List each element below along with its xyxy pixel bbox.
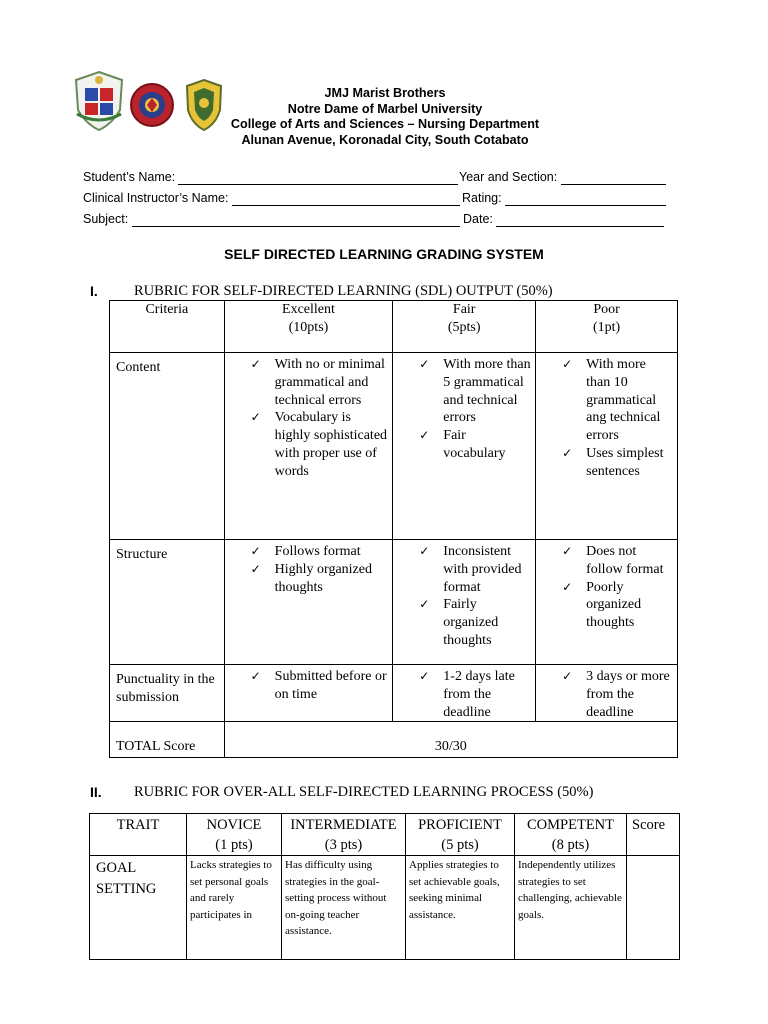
poor-cell — [536, 540, 678, 665]
list-item: ✓ Follows format — [251, 543, 389, 561]
header-trait: TRAIT — [90, 814, 187, 856]
list-item: ✓ Inconsistent with provided format — [419, 543, 531, 596]
total-label: TOTAL Score — [110, 722, 225, 758]
header-competent: COMPETENT (8 pts) — [515, 814, 627, 856]
table-row — [110, 665, 678, 722]
score-cell[interactable] — [627, 856, 680, 960]
excellent-cell — [224, 540, 393, 665]
section-1-number: I. — [90, 283, 98, 299]
year-section-field[interactable] — [561, 183, 666, 185]
table-row — [110, 353, 678, 540]
fair-cell — [393, 665, 536, 722]
trait-cell: GOAL SETTING — [90, 856, 187, 960]
list-item: ✓ Highly organized thoughts — [251, 561, 389, 597]
list-item: ✓ Poorly organized thoughts — [562, 579, 673, 632]
instructor-field[interactable] — [232, 204, 460, 206]
list-item: ✓ Submitted before or on time — [251, 668, 389, 704]
university-seal-icon — [72, 70, 126, 132]
year-section-label: Year and Section: — [459, 170, 558, 184]
date-field[interactable] — [496, 225, 664, 227]
table-header-row — [110, 301, 678, 353]
header-line-1: JMJ Marist Brothers — [324, 86, 446, 100]
table-header-row — [90, 814, 680, 856]
total-score-value: 30/30 — [224, 722, 677, 758]
nursing-department-seal-icon — [184, 78, 224, 132]
total-row — [110, 722, 678, 758]
section-1-title: RUBRIC FOR SELF-DIRECTED LEARNING (SDL) OUTPUT (50%) — [134, 283, 553, 299]
table-row — [90, 856, 680, 960]
criteria-cell: Content — [110, 353, 225, 540]
list-item: ✓ Uses simplest sentences — [562, 445, 673, 481]
excellent-cell — [224, 353, 393, 540]
header-line-2: Notre Dame of Marbel University — [287, 101, 483, 116]
header-novice: NOVICE (1 pts) — [187, 814, 282, 856]
institution-header — [230, 86, 540, 148]
page-title: SELF DIRECTED LEARNING GRADING SYSTEM — [224, 246, 544, 262]
section-2-number: II. — [90, 784, 102, 800]
header-intermediate: INTERMEDIATE (3 pts) — [282, 814, 406, 856]
poor-cell — [536, 665, 678, 722]
list-item: ✓ With more than 5 grammatical and technical errors — [419, 356, 531, 427]
header-score: Score — [627, 814, 680, 856]
list-item: ✓ 1-2 days late from the deadline — [419, 668, 531, 721]
header-poor: Poor (1pt) — [536, 301, 678, 353]
college-of-arts-sciences-seal-icon — [130, 80, 174, 130]
rating-field[interactable] — [505, 204, 666, 206]
sdl-process-rubric-table — [89, 813, 680, 960]
excellent-cell — [224, 665, 393, 722]
rating-label: Rating: — [462, 191, 502, 205]
fair-cell — [393, 540, 536, 665]
list-item: ✓ Fairly organized thoughts — [419, 596, 531, 649]
list-item: ✓ Does not follow format — [562, 543, 673, 579]
subject-label: Subject: — [83, 212, 129, 226]
header-criteria: Criteria — [110, 301, 225, 353]
header-logos — [72, 70, 232, 134]
student-name-label: Student’s Name: — [83, 170, 176, 184]
table-row — [110, 540, 678, 665]
competent-cell: Independently utilizes strategies to set challenging, achievable goals. — [515, 856, 627, 960]
list-item: ✓ Vocabulary is highly sophisticated with proper use of words — [251, 409, 389, 480]
list-item: ✓ With no or minimal grammatical and technical errors — [251, 356, 389, 409]
header-proficient: PROFICIENT (5 pts) — [406, 814, 515, 856]
criteria-cell: Structure — [110, 540, 225, 665]
fair-cell — [393, 353, 536, 540]
section-2-title: RUBRIC FOR OVER-ALL SELF-DIRECTED LEARNING PROCESS (50%) — [134, 784, 594, 800]
poor-cell — [536, 353, 678, 540]
header-line-3: College of Arts and Sciences – Nursing Department — [230, 117, 540, 131]
list-item: ✓ Fair vocabulary — [419, 427, 531, 463]
header-line-4: Alunan Avenue, Koronadal City, South Cotabato — [241, 132, 529, 147]
header-fair: Fair (5pts) — [393, 301, 536, 353]
student-name-field[interactable] — [178, 183, 458, 185]
date-label: Date: — [463, 212, 493, 226]
list-item: ✓ With more than 10 grammatical ang technical errors — [562, 356, 673, 445]
list-item: ✓ 3 days or more from the deadline — [562, 668, 673, 721]
instructor-label: Clinical Instructor’s Name: — [83, 191, 229, 205]
intermediate-cell: Has difficulty using strategies in the goal-setting process without on-going teacher assistance. — [282, 856, 406, 960]
criteria-cell: Punctuality in the submission — [110, 665, 225, 722]
novice-cell: Lacks strategies to set personal goals and rarely participates in — [187, 856, 282, 960]
proficient-cell: Applies strategies to set achievable goals, seeking minimal assistance. — [406, 856, 515, 960]
header-excellent: Excellent (10pts) — [224, 301, 393, 353]
sdl-output-rubric-table — [109, 300, 678, 758]
subject-field[interactable] — [132, 225, 460, 227]
